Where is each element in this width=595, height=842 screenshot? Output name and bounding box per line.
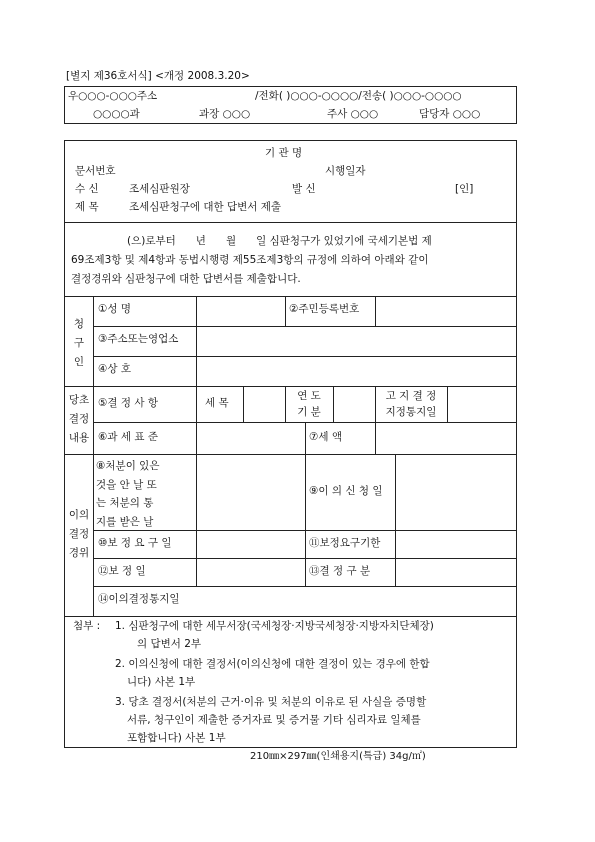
address-phone-fax: /전화( )○○○-○○○○/전송( )○○○-○○○○ (255, 90, 462, 102)
doc-number-label: 문서번호 (75, 165, 116, 177)
attachment-3-line-2: 서류, 청구인이 제출한 증거자료 및 증거물 기타 심리자료 일체를 (127, 714, 421, 726)
objection-side-label: 이의 결정 경위 (68, 509, 90, 559)
supplement-request-label: ⑩보 정 요 구 일 (98, 537, 172, 549)
tax-base-label: ⑥과 세 표 준 (98, 431, 158, 443)
subject-label: 제 목 (75, 201, 99, 213)
sender-label: 발 신 (292, 183, 316, 195)
attachment-1-line-1: 1. 심판청구에 대한 세무서장(국세청장·지방국세청장·지방자치단체장) (115, 620, 434, 632)
knew-date-label: ⑧처분이 있은 것을 안 날 또 는 처분의 통 지를 받은 날 (96, 460, 160, 528)
agency-name: 기 관 명 (265, 147, 303, 159)
address-officer: 주사 ○○○ (327, 108, 379, 120)
address-department: ○○○○과 (93, 108, 140, 120)
objection-filed-label: ⑨이 의 신 청 일 (309, 485, 383, 497)
address-postal: 우○○○-○○○주소 (68, 90, 158, 102)
address-staff: 담당자 ○○○ (419, 108, 481, 120)
recipient-value: 조세심판원장 (129, 183, 190, 195)
seal-mark: [인] (455, 183, 474, 195)
attachments-label: 첨부 : (73, 620, 101, 632)
tax-item-label: 세 목 (205, 397, 229, 409)
paper-spec: 210㎜×297㎜(인쇄용지(특급) 34g/㎡) (250, 751, 426, 762)
reply-form (64, 140, 517, 748)
claimant-name-label: ①성 명 (98, 303, 132, 315)
intro-line-1: (으)로부터 년 월 일 심판청구가 있었기에 국세기본법 제 (127, 235, 432, 247)
objection-notice-label: ⑭이의결정통지일 (98, 593, 180, 605)
decision-type-label: ⑬결 정 구 분 (309, 565, 371, 577)
supplement-date-label: ⑫보 정 일 (98, 565, 146, 577)
intro-line-2: 69조제3항 및 제4항과 동법시행령 제55조제3항의 규정에 의하여 아래와 같이 (71, 254, 429, 266)
trade-name-label: ④상 호 (98, 363, 132, 375)
year-period-label: 연 도 기 분 (297, 390, 321, 418)
address-head: 과장 ○○○ (199, 108, 251, 120)
notice-date-label: 고 지 결 정 지정통지일 (385, 390, 437, 418)
claimant-side-label: 청 구 인 (73, 318, 85, 368)
form-id: [별지 제36호서식] <개정 2008.3.20> (66, 70, 250, 82)
decision-side-label: 당초 결정 내용 (68, 394, 90, 444)
recipient-label: 수 신 (75, 183, 99, 195)
subject-value: 조세심판청구에 대한 답변서 제출 (129, 201, 282, 213)
attachment-2-line-2: 니다) 사본 1부 (127, 676, 196, 688)
resident-number-label: ②주민등록번호 (289, 303, 360, 315)
supplement-due-label: ⑪보정요구기한 (309, 537, 381, 549)
attachment-3-line-1: 3. 당초 결정서(처분의 근거·이유 및 처분의 이유로 된 사실을 증명할 (115, 696, 427, 708)
decision-items-label: ⑤결 정 사 항 (98, 397, 158, 409)
intro-line-3: 결정경위와 심판청구에 대한 답변서를 제출합니다. (71, 273, 301, 285)
tax-amount-label: ⑦세 액 (309, 431, 343, 443)
attachment-1-line-2: 의 답변서 2부 (137, 638, 202, 650)
issue-date-label: 시행일자 (325, 165, 366, 177)
attachment-2-line-1: 2. 이의신청에 대한 결정서(이의신청에 대한 결정이 있는 경우에 한합 (115, 658, 430, 670)
claimant-address-label: ③주소또는영업소 (98, 333, 179, 345)
address-box (64, 86, 517, 124)
attachment-3-line-3: 포함합니다) 사본 1부 (127, 732, 226, 744)
